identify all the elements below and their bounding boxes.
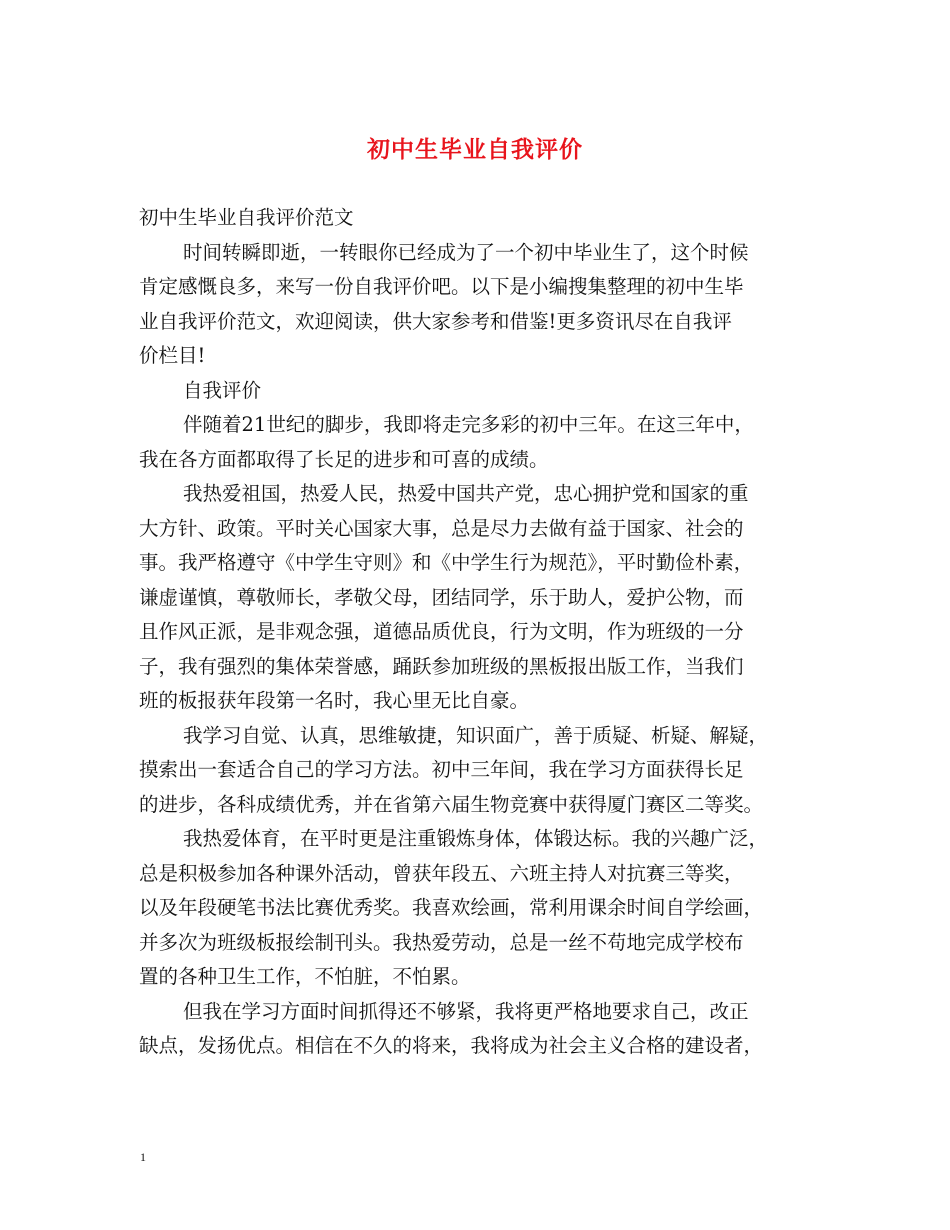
text-line: 且作风正派，是非观念强，道德品质优良，行为文明，作为班级的一分 — [139, 620, 744, 643]
document-title: 初中生毕业自我评价 — [367, 136, 583, 163]
text-line: 肯定感慨良多，来写一份自我评价吧。以下是小编搜集整理的初中生毕 — [139, 275, 744, 298]
text-line: 初中生毕业自我评价范文 — [139, 206, 354, 229]
text-line: 但我在学习方面时间抓得还不够紧，我将更严格地要求自己，改正 — [183, 999, 749, 1023]
text-line: 伴随着21世纪的脚步，我即将走完多彩的初中三年。在这三年中， — [183, 413, 754, 436]
text-line: 事。我严格遵守《中学生守则》和《中学生行为规范》，平时勤俭朴素， — [139, 551, 754, 574]
text-line: 自我评价 — [183, 378, 262, 402]
document-body — [139, 201, 821, 1064]
text-line: 总是积极参加各种课外活动，曾获年段五、六班主持人对抗赛三等奖， — [139, 861, 744, 885]
text-line: 我热爱祖国，热爱人民，热爱中国共产党，忠心拥护党和国家的重 — [183, 482, 749, 505]
text-line: 我学习自觉、认真，思维敏捷，知识面广，善于质疑、析疑、解疑， — [183, 723, 769, 747]
text-line: 价栏目! — [139, 344, 206, 367]
text-line: 时间转瞬即逝，一转眼你已经成为了一个初中毕业生了，这个时候 — [183, 240, 749, 264]
text-line: 子，我有强烈的集体荣誉感，踊跃参加班级的黑板报出版工作，当我们 — [139, 654, 744, 678]
page-number: 1 — [140, 1150, 146, 1164]
text-line: 我热爱体育，在平时更是注重锻炼身体，体锻达标。我的兴趣广泛， — [183, 827, 769, 850]
text-line: 业自我评价范文，欢迎阅读，供大家参考和借鉴!更多资讯尽在自我评 — [139, 309, 732, 333]
text-line: 谦虚谨慎，尊敬师长，孝敬父母，团结同学，乐于助人，爱护公物，而 — [139, 585, 744, 609]
text-line: 置的各种卫生工作，不怕脏，不怕累。 — [139, 965, 471, 988]
text-line: 以及年段硬笔书法比赛优秀奖。我喜欢绘画，常利用课余时间自学绘画， — [139, 896, 764, 919]
text-line: 班的板报获年段第一名时，我心里无比自豪。 — [139, 689, 530, 712]
text-line: 我在各方面都取得了长足的进步和可喜的成绩。 — [139, 447, 549, 471]
text-line: 大方针、政策。平时关心国家大事，总是尽力去做有益于国家、社会的 — [139, 516, 744, 540]
text-line: 的进步，各科成绩优秀，并在省第六届生物竞赛中获得厦门赛区二等奖。 — [139, 792, 764, 816]
text-line: 摸索出一套适合自己的学习方法。初中三年间，我在学习方面获得长足 — [139, 758, 744, 781]
text-line: 并多次为班级板报绘制刊头。我热爱劳动，总是一丝不苟地完成学校布 — [139, 930, 744, 954]
text-line: 缺点，发扬优点。相信在不久的将来，我将成为社会主义合格的建设者， — [139, 1034, 764, 1057]
